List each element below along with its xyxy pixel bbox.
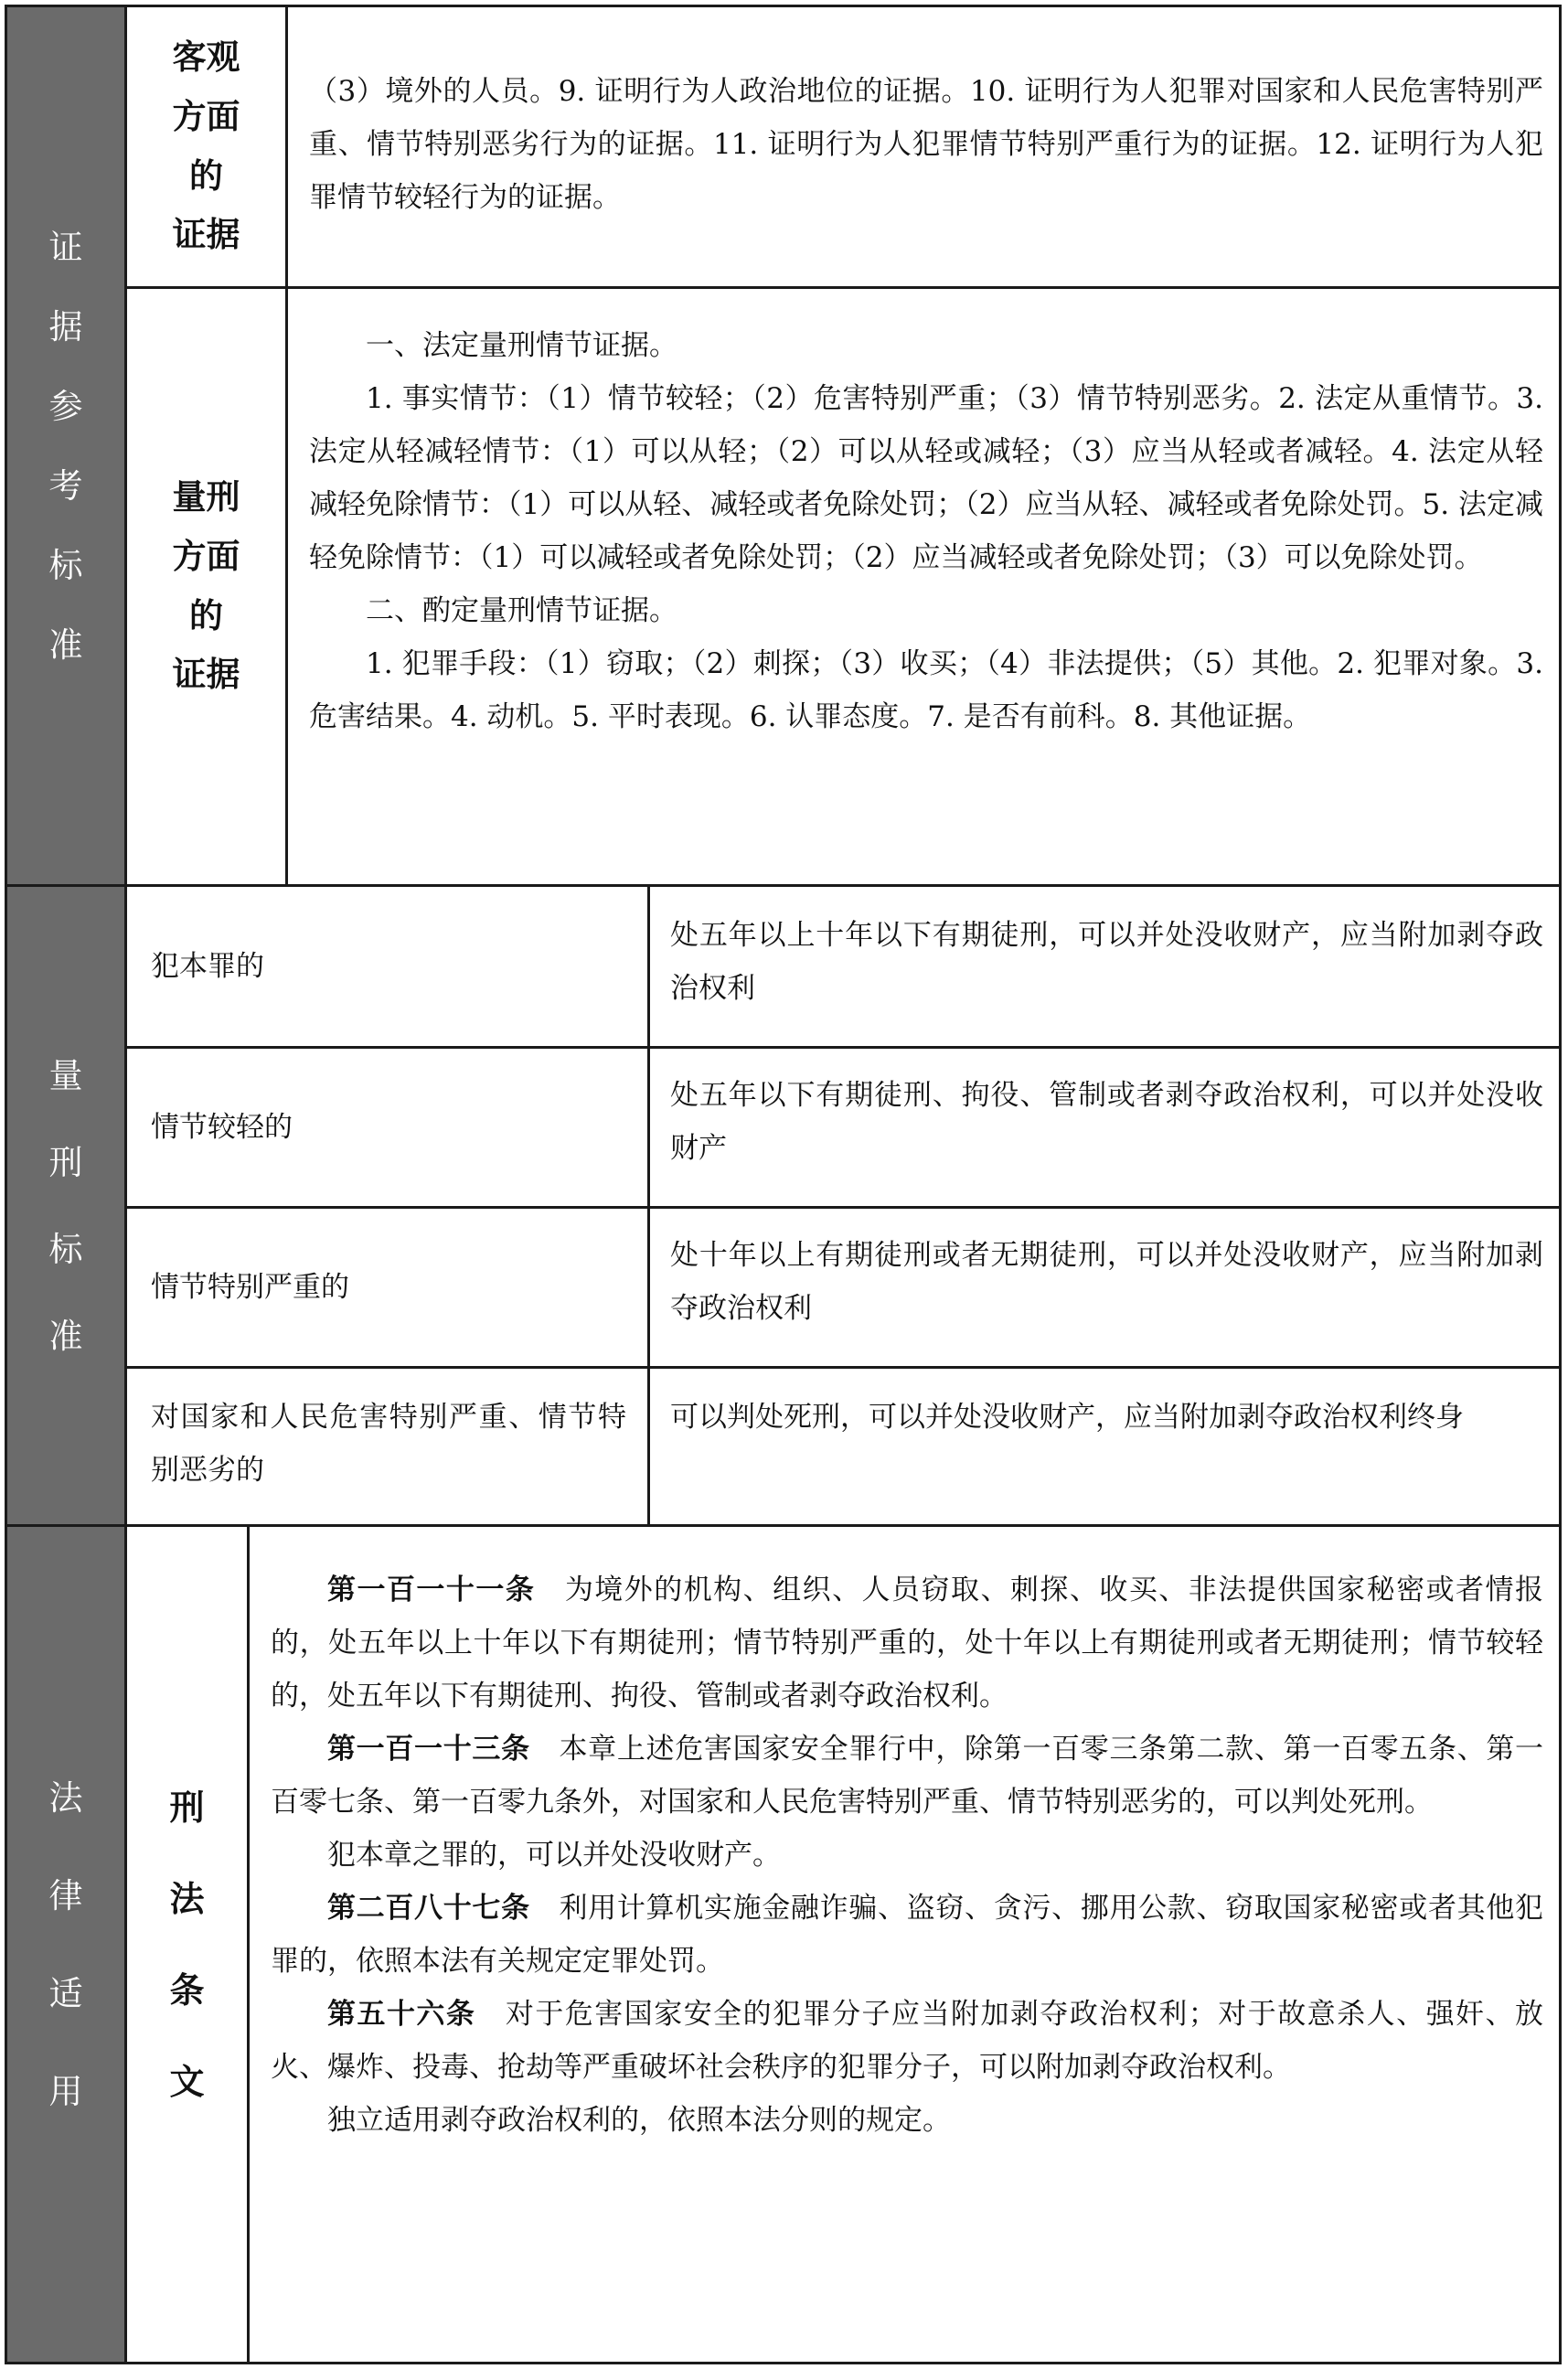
- penalty-text: 处五年以上十年以下有期徒刑，可以并处没收财产，应当附加剥夺政治权利: [670, 919, 1543, 1005]
- sentencing-paragraph: 1. 事实情节：（1）情节较轻；（2）危害特别严重；（3）情节特别恶劣。2. 法定从重情节。3. 法定从轻减轻情节：（1）可以从轻；（2）可以从轻或减轻；（3）应当从轻或者减轻。4. 法定从轻减轻免除情节：（1）可以从轻、减轻或者免除处罚；（2）应当从轻、减轻或者免除处罚。5. 法定减轻免除情节：（1）可以减轻或者免除处罚；（2）应当减轻或者免除处罚；（3）可以免除处罚。: [309, 382, 1543, 574]
- law-article: [271, 1563, 1543, 1723]
- label-line: 客观: [172, 37, 240, 77]
- evidence-sidebar: [7, 7, 127, 884]
- law-sub-char: 文: [169, 2061, 205, 2102]
- sidebar-char: 用: [48, 2071, 83, 2111]
- sentencing-evidence-content: [309, 319, 1543, 743]
- evidence-row-divider: [127, 286, 1559, 289]
- standards-row-condition: [151, 1391, 626, 1497]
- condition-text: 情节较轻的: [151, 1111, 293, 1144]
- evidence-section: [5, 5, 1562, 887]
- sentencing-evidence-label: [173, 468, 240, 705]
- article-text: 对于危害国家安全的犯罪分子应当附加剥夺政治权利；对于故意杀人、强奸、放火、爆炸、投毒、抢劫等严重破坏社会秩序的犯罪分子，可以附加剥夺政治权利。: [271, 1998, 1544, 2084]
- article-heading: 第一百一十一条: [327, 1574, 536, 1606]
- sentencing-paragraph: 二、酌定量刑情节证据。: [366, 594, 677, 627]
- sidebar-char: 刑: [48, 1142, 83, 1182]
- condition-text: 对国家和人民危害特别严重、情节特别恶劣的: [151, 1401, 626, 1487]
- law-article: [271, 1988, 1543, 2094]
- article-text: 本章上述危害国家安全罪行中，除第一百零三条第二款、第一百零五条、第一百零七条、第一百零九条外，对国家和人民危害特别严重、情节特别恶劣的，可以判处死刑。: [271, 1733, 1544, 1819]
- law-article: [271, 1882, 1543, 1988]
- article-text: 利用计算机实施金融诈骗、盗窃、贪污、挪用公款、窃取国家秘密或者其他犯罪的，依照本法有关规定定罪处罚。: [271, 1892, 1544, 1978]
- law-articles-content: [271, 1563, 1543, 2147]
- standards-row-condition: [151, 1209, 626, 1366]
- article-text: 犯本章之罪的，可以并处没收财产。: [327, 1839, 781, 1872]
- evidence-divider: [285, 7, 288, 884]
- sidebar-char: 标: [48, 1229, 83, 1269]
- sidebar-char: 据: [48, 306, 83, 347]
- penalty-text: 处五年以下有期徒刑、拘役、管制或者剥夺政治权利，可以并处没收财产: [670, 1079, 1543, 1165]
- law-sub-char: 条: [169, 1969, 205, 2011]
- objective-evidence-content: [309, 65, 1543, 224]
- sentencing-paragraph: 1. 犯罪手段：（1）窃取；（2）刺探；（3）收买；（4）非法提供；（5）其他。2. 犯罪对象。3. 危害结果。4. 动机。5. 平时表现。6. 认罪态度。7. 是否有前科。8. 其他证据。: [309, 647, 1543, 733]
- sentencing-evidence-label-cell: [127, 289, 285, 884]
- standards-row-condition: [151, 887, 626, 1046]
- penalty-text: 处十年以上有期徒刑或者无期徒刑，可以并处没收财产，应当附加剥夺政治权利: [670, 1239, 1543, 1325]
- label-line: 方面: [172, 96, 240, 136]
- sidebar-char: 准: [48, 624, 83, 665]
- article-heading: 第一百一十三条: [327, 1733, 530, 1766]
- criminal-law-articles-label: [127, 1527, 247, 2362]
- sidebar-char: 准: [48, 1316, 83, 1356]
- label-line: 证据: [172, 655, 240, 695]
- sidebar-char: 证: [48, 227, 83, 267]
- label-line: 的: [189, 155, 223, 196]
- sidebar-char: 量: [48, 1055, 83, 1095]
- article-heading: 第二百八十七条: [327, 1892, 530, 1925]
- law-article: [271, 1723, 1543, 1829]
- standards-row-penalty: [670, 909, 1543, 1015]
- objective-evidence-label: [173, 28, 240, 265]
- standards-row-penalty: [670, 1229, 1543, 1335]
- condition-text: 情节特别严重的: [151, 1271, 349, 1304]
- condition-text: 犯本罪的: [151, 950, 264, 983]
- law-sidebar: [7, 1527, 127, 2362]
- sidebar-char: 法: [48, 1777, 83, 1818]
- law-article: [271, 2094, 1543, 2147]
- sidebar-char: 标: [48, 545, 83, 585]
- article-heading: 第五十六条: [327, 1998, 476, 2031]
- article-text: 为境外的机构、组织、人员窃取、刺探、收买、非法提供国家秘密或者情报的，处五年以上十年以下有期徒刑；情节特别严重的，处十年以上有期徒刑或者无期徒刑；情节较轻的，处五年以下有期徒刑、拘役、管制或者剥夺政治权利。: [271, 1574, 1544, 1713]
- label-line: 的: [189, 595, 223, 635]
- penalty-text: 可以判处死刑，可以并处没收财产，应当附加剥夺政治权利终身: [670, 1401, 1464, 1434]
- standards-sidebar: [7, 887, 127, 1524]
- objective-evidence-text: （3）境外的人员。9. 证明行为人政治地位的证据。10. 证明行为人犯罪对国家和人民危害特别严重、情节特别恶劣行为的证据。11. 证明行为人犯罪情节特别严重行为的证据。12. 证明行为人犯罪情节较轻行为的证据。: [309, 75, 1543, 214]
- law-sub-char: 刑: [169, 1787, 205, 1828]
- law-sub-char: 法: [169, 1878, 205, 1919]
- standards-row-penalty: [670, 1069, 1543, 1175]
- sidebar-char: 考: [48, 465, 83, 506]
- label-line: 证据: [172, 215, 240, 255]
- standards-row-divider: [127, 1366, 1559, 1369]
- standards-row-condition: [151, 1049, 626, 1206]
- sidebar-char: 参: [48, 386, 83, 426]
- law-article: [271, 1829, 1543, 1882]
- label-line: 方面: [172, 536, 240, 576]
- sidebar-char: 律: [48, 1875, 83, 1915]
- sentencing-paragraph: 一、法定量刑情节证据。: [366, 329, 677, 362]
- law-section: [5, 1524, 1562, 2364]
- standards-row-penalty: [670, 1391, 1543, 1444]
- law-divider: [247, 1527, 250, 2362]
- objective-evidence-label-cell: [127, 7, 285, 286]
- sidebar-char: 适: [48, 1973, 83, 2013]
- standards-section: [5, 884, 1562, 1527]
- label-line: 量刑: [172, 477, 240, 517]
- article-text: 独立适用剥夺政治权利的，依照本法分则的规定。: [327, 2104, 951, 2137]
